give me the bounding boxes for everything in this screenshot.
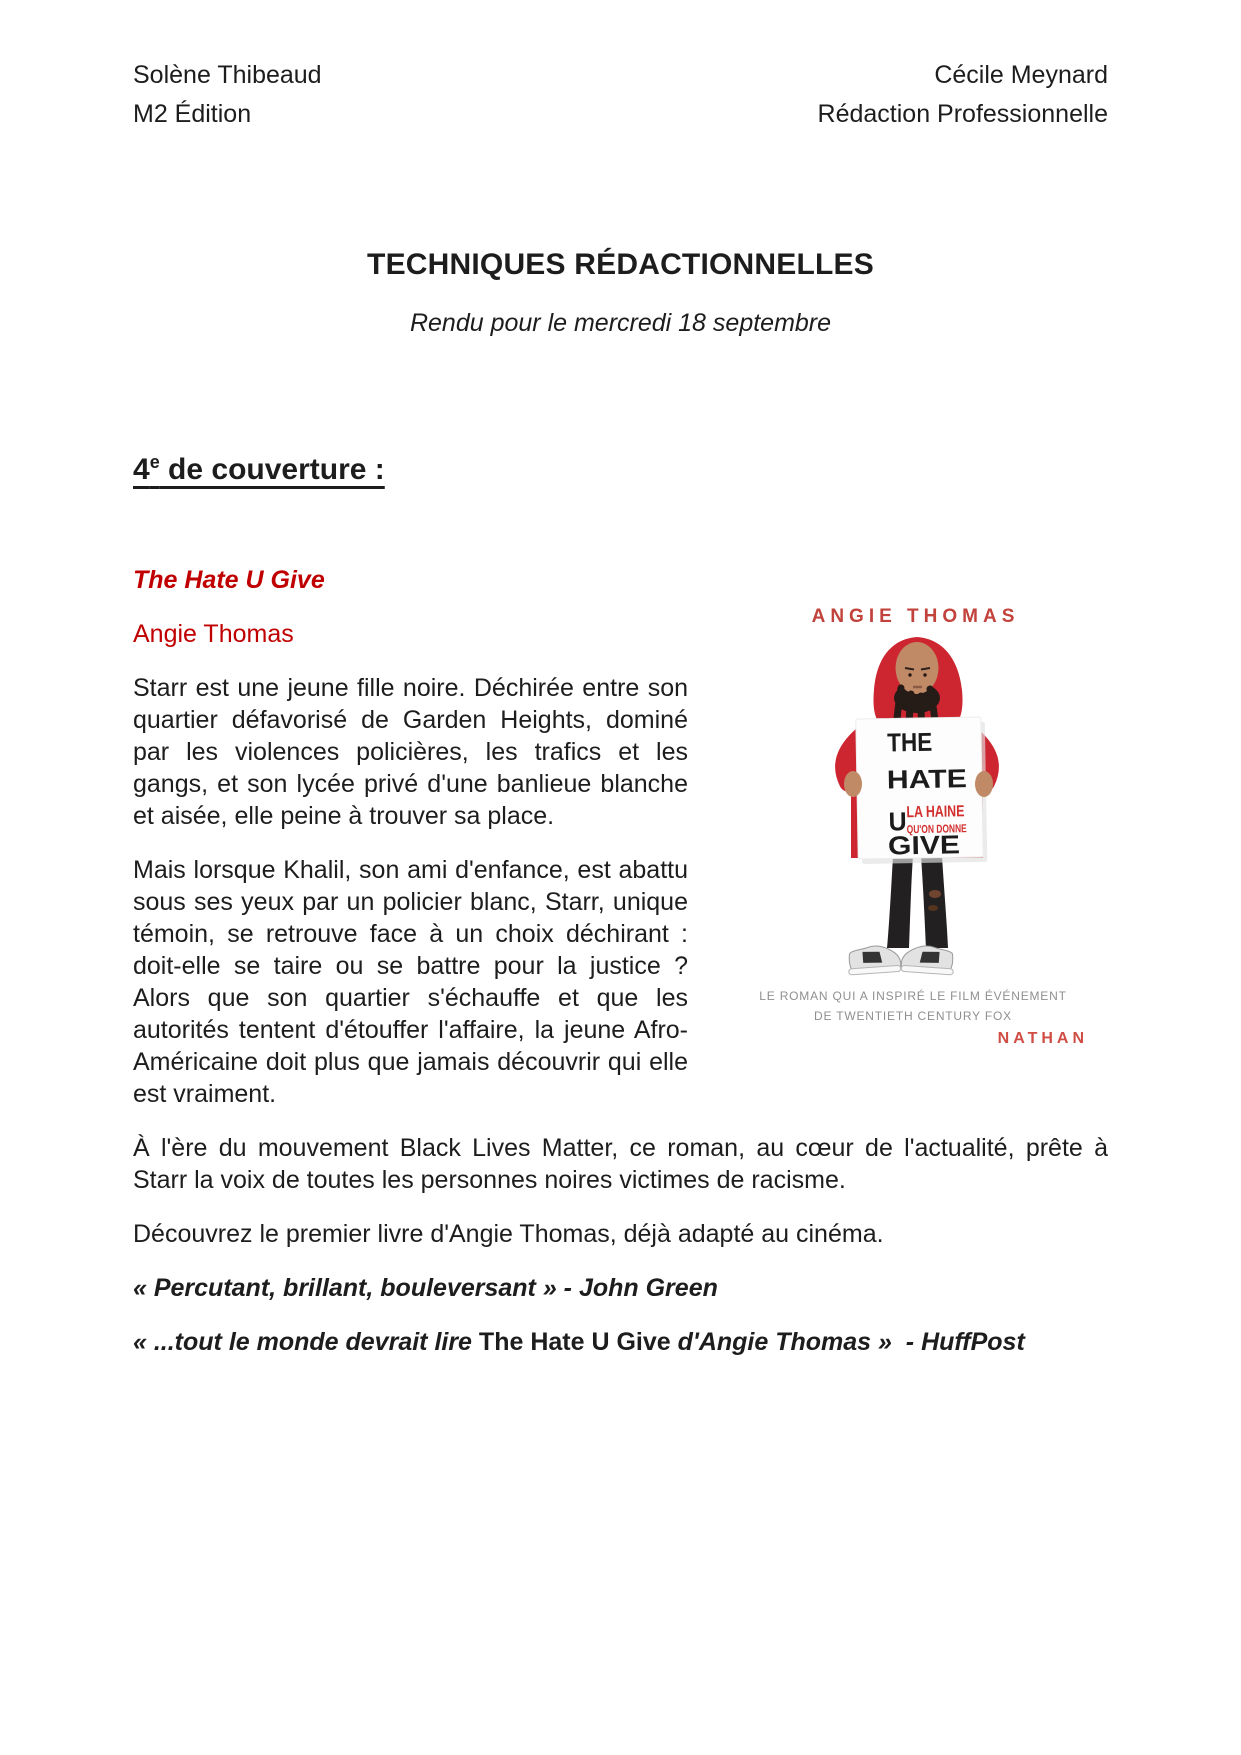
sneaker-right [901,944,955,975]
cover-caption-line1: LE ROMAN QUI A INSPIRÉ LE FILM ÉVÉNEMENT [759,989,1067,1003]
book-author: Angie Thomas [133,620,294,648]
sign-line-the: THE [886,726,940,758]
section-ordinal-suffix: e [149,452,160,472]
book-title: The Hate U Give [133,566,325,594]
cover-author-name: ANGIE THOMAS [811,606,1020,627]
sneaker-left [847,944,901,975]
quote2-post: d'Angie Thomas » - HuffPost [670,1328,1025,1356]
section-number: 4 [133,453,150,486]
review-quote-2 [133,1326,1108,1358]
sign-french-title-line1: LA HAINE [906,802,982,822]
sign-french-title-line2: QU'ON DONNE [906,822,989,837]
book-cover [688,564,1108,1080]
header-teacher-name: Cécile Meynard [934,61,1108,89]
section-heading [133,442,1108,490]
publisher-logo: NATHAN [997,1030,1088,1047]
page-title: TECHNIQUES RÉDACTIONNELLES [367,248,874,281]
header-left [133,56,322,134]
document-header [133,56,1108,134]
synopsis-paragraph-4: Découvrez le premier livre d'Angie Thomas, déjà adapté au cinéma. [133,1220,884,1248]
sign-line-hate: HATE [886,763,956,795]
ripped-knee [929,890,941,898]
quote2-book-title: The Hate U Give [478,1328,671,1356]
section-heading-text: de couverture : [159,453,385,486]
header-program: M2 Édition [133,100,252,128]
cover-caption [718,986,1108,1026]
header-student-name: Solène Thibeaud [133,61,322,89]
synopsis-paragraph-1: Starr est une jeune fille noire. Déchirée entre son quartier défavorisé de Garden Heights, dominé par les violences policières, les trafics et les gangs, et son lycée privé d'une banlieue blanche et aisée, elle peine à trouver sa place. [133,674,688,830]
cover-caption-line2: DE TWENTIETH CENTURY FOX [814,1009,1012,1023]
header-right [818,56,1108,134]
protest-sign [856,717,988,864]
content [133,564,1108,1358]
book-cover-illustration [723,634,1103,986]
page-subtitle: Rendu pour le mercredi 18 septembre [409,309,832,337]
synopsis-paragraph-2: Mais lorsque Khalil, son ami d'enfance, est abattu sous ses yeux par un policier blanc, Starr, unique témoin, se retrouve face à un choix déchirant : doit-elle se taire ou se battre pour la justice ? Alors que son quartier s'échauffe et que les autorités tentent d'étouffer l'affaire, la jeune Afro-Américaine doit plus que jamais découvrir qui elle est vraiment. [133,856,688,1108]
sign-line-u: U [888,806,908,837]
legs [887,856,948,948]
quote2-pre: « ...tout le monde devrait lire [133,1328,479,1356]
synopsis-paragraph-3: À l'ère du mouvement Black Lives Matter, ce roman, au cœur de l'actualité, prête à Starr la voix de toutes les personnes noires victimes de racisme. [133,1134,1108,1194]
review-quote-1: « Percutant, brillant, bouleversant » - John Green [133,1274,718,1302]
header-course: Rédaction Professionnelle [817,100,1108,128]
sign-line-give: GIVE [887,829,951,861]
